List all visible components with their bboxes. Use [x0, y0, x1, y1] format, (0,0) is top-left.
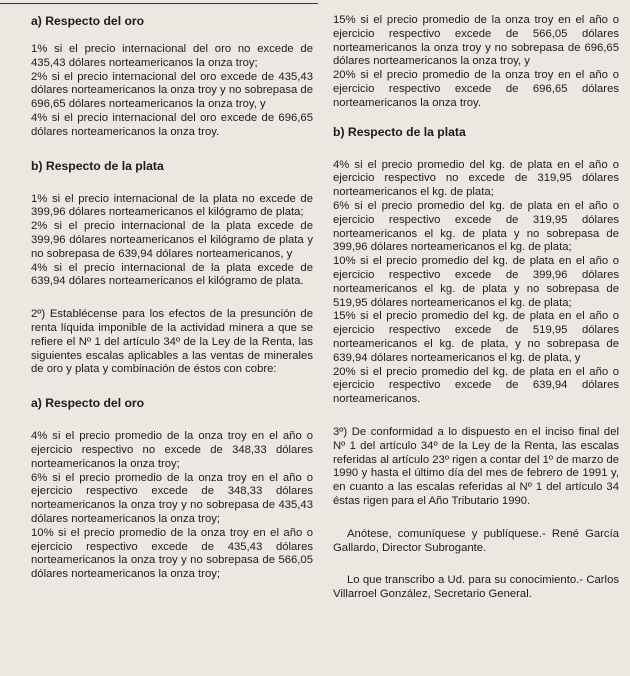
oro-1-item-1: 1% si el precio internacional del oro no excede de 435,43 dólares norteamericanos la onza troy;: [31, 43, 313, 69]
plata-2-item-2: 6% si el precio promedio del kg. de plata en el año o ejercicio respectivo excede de 319,95 dólares norteamericanos el kg. de plata y no sobrepasa de 399,96 dólares norteamericanos el kg. de plata;: [333, 199, 619, 254]
heading-plata-1: b) Respecto de la plata: [31, 158, 164, 173]
closing-signature-2: Lo que transcribo a Ud. para su conocimiento.- Carlos Villarroel González, Secretario General.: [333, 574, 619, 601]
plata-2-item-1: 4% si el precio promedio del kg. de plata en el año o ejercicio respectivo no excede de 319,95 dólares norteamericanos el kg. de plata;: [333, 158, 619, 199]
article-2-paragraph: 2º) Establécense para los efectos de la presunción de renta líquida imponible de la actividad minera a que se refiere el Nº 1 del artículo 34º de la Ley de la Renta, las siguientes escalas aplicables a las ventas de minerales de oro y plata y combinación de éstos con cobre:: [31, 308, 313, 376]
closing-block: [333, 528, 619, 602]
article-3-paragraph: 3º) De conformidad a lo dispuesto en el inciso final del Nº 1 del artículo 34º de la Ley de la Renta, las escalas referidas al artículo 23º rigen a contar del 1º de marzo de 1990 y hasta el último día del mes de febrero de 1991 y, en cuanto a las escalas referidas al Nº 1 del artículo 34 éstas rigen para el Año Tributario 1990.: [333, 425, 619, 507]
closing-signature-1: Anótese, comuníquese y publíquese.- René García Gallardo, Director Subrogante.: [333, 527, 619, 554]
oro-1-item-3: 4% si el precio internacional del oro excede de 696,65 dólares norteamericanos la onza troy.: [31, 111, 313, 138]
plata-1-item-1: 1% si el precio internacional de la plata no excede de 399,96 dólares norteamericanos el kilógramo de plata;: [31, 192, 313, 219]
oro-2-item-1: 4% si el precio promedio de la onza troy en el año o ejercicio respectivo no excede de 348,33 dólares norteamericanos la onza troy;: [31, 430, 313, 470]
oro-2-item-2: 6% si el precio promedio de la onza troy en el año o ejercicio respectivo excede de 348,33 dólares norteamericanos la onza troy y no sobrepasa de 435,43 dólares norteamericanos la onza troy;: [31, 471, 313, 525]
plata-1-item-2: 2% si el precio internacional de la plata excede de 399,96 dólares norteamericanos el kilógramo de plata y no sobrepasa de 639,94 dólares norteamericanos, y: [31, 220, 313, 260]
heading-oro-2: a) Respecto del oro: [31, 396, 145, 411]
left-column: [31, 14, 313, 582]
plata-2-item-5: 20% si el precio promedio del kg. de plata en el año o ejercicio respectivo excede de 639,94 dólares norteamericanos.: [333, 365, 619, 406]
plata-1-item-3: 4% si el precio internacional de la plata excede de 639,94 dólares norteamericanos el kilógramo de plata.: [31, 261, 313, 288]
plata-2-item-4: 15% si el precio promedio del kg. de plata en el año o ejercicio respectivo excede de 519,95 dólares norteamericanos el kg. de plata, y no sobrepasa de 639,94 dólares norteamericanos el kg. de plata, y: [333, 310, 619, 364]
right-column: [333, 14, 619, 602]
top-rule: [0, 3, 318, 4]
heading-plata-2: b) Respecto de la plata: [333, 124, 466, 139]
oro-cont-item-2: 20% si el precio promedio de la onza troy en el año o ejercicio respectivo excede de 696,65 dólares norteamericanos la onza troy.: [333, 69, 619, 109]
oro-2-item-3: 10% si el precio promedio de la onza troy en el año o ejercicio respectivo excede de 435,43 dólares norteamericanos la onza troy y no sobrepasa de 566,05 dólares norteamericanos la onza troy;: [31, 526, 313, 581]
oro-cont-item-1: 15% si el precio promedio de la onza troy en el año o ejercicio respectivo excede de 566,05 dólares norteamericanos la onza troy y no sobrepasa de 696,65 dólares norteamericanos la onza troy, y: [333, 14, 619, 68]
plata-2-item-3: 10% si el precio promedio del kg. de plata en el año o ejercicio respectivo excede de 399,96 dólares norteamericanos el kg. de plata y no sobrepasa de 519,95 dólares norteamericanos el kg. de plata;: [333, 255, 619, 309]
heading-oro-1: a) Respecto del oro: [31, 14, 145, 28]
oro-1-item-2: 2% si el precio internacional del oro excede de 435,43 dólares norteamericanos la onza troy y no sobrepasa de 696,65 dólares norteamericanos la onza troy, y: [31, 70, 313, 111]
